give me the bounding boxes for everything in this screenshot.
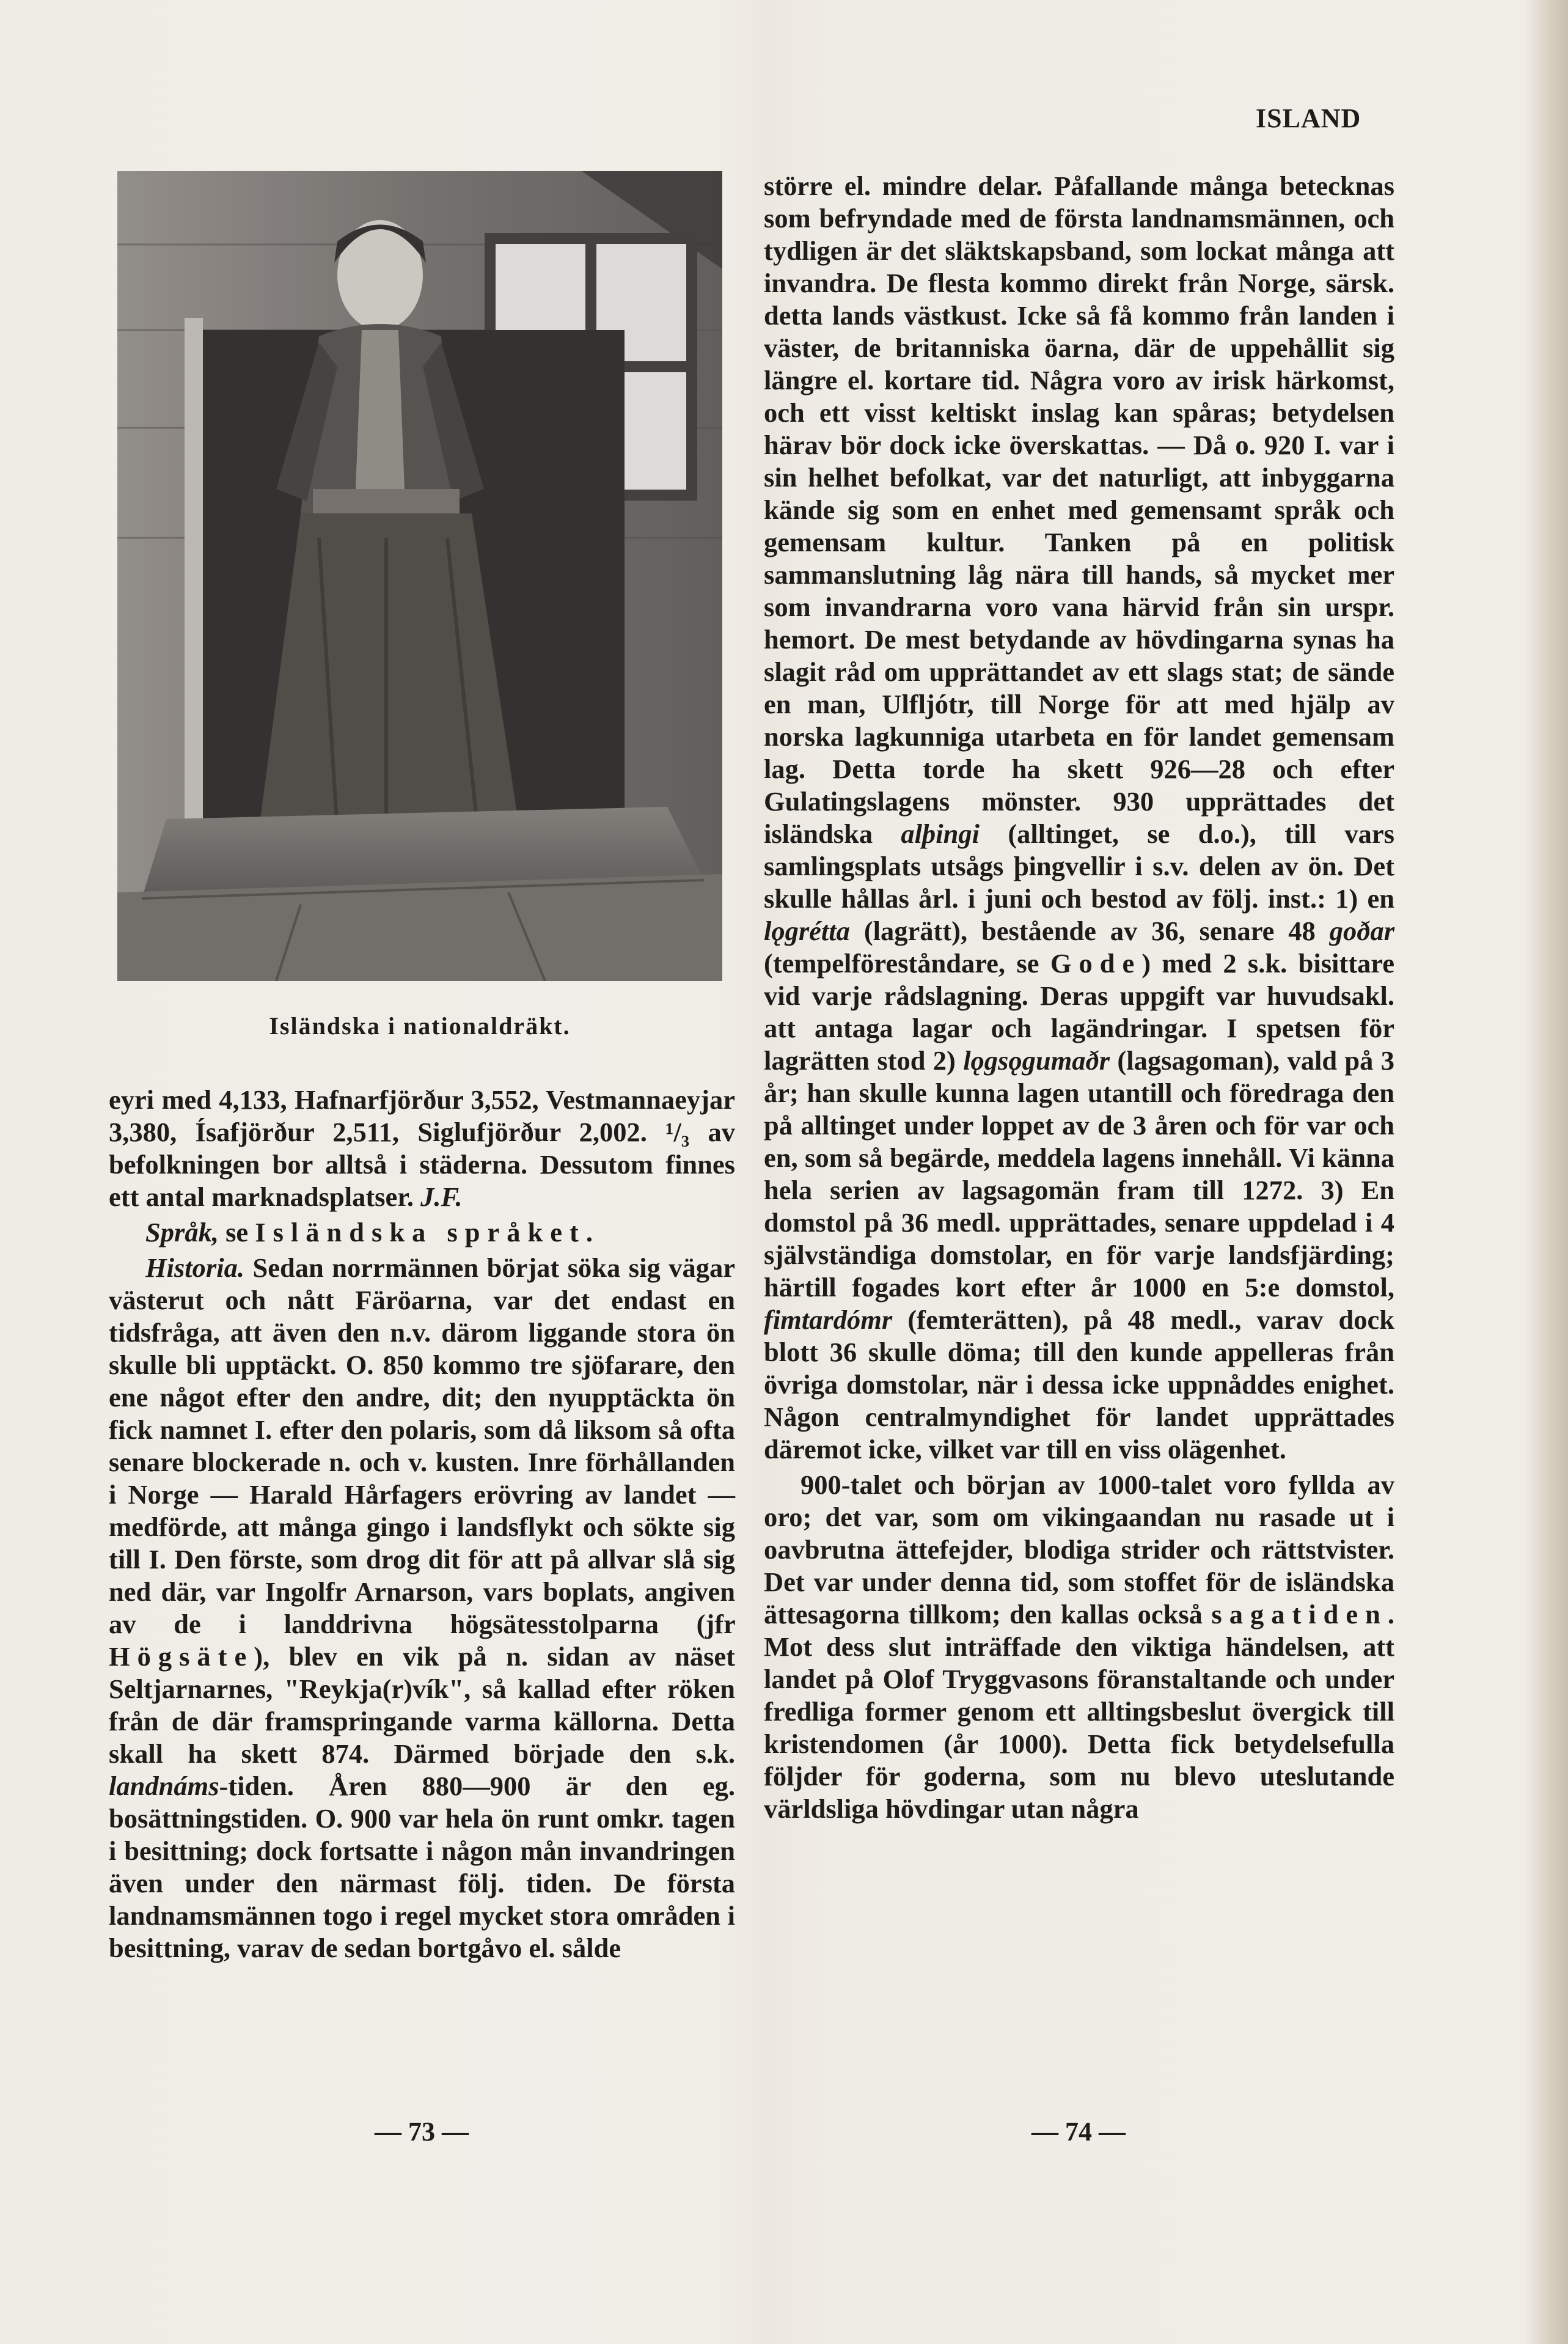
paragraph-population: eyri med 4,133, Hafnarfjörður 3,552, Vestmannaeyjar 3,380, Ísafjörður 2,511, Siglufjörður 2,002. ¹/₃ av befolkningen bor alltså i städerna. Dessutom finnes ett antal marknadsplatser. J.F. [109,1084,735,1212]
page-edge [1525,0,1568,2344]
right-column [764,170,1394,1825]
term: lǫgrétta [764,916,850,946]
term: lǫgsǫgumaðr [963,1045,1110,1076]
photo-caption: Isländska i nationaldräkt. [269,1012,571,1040]
paragraph-sprak: Språk, se Isländska språket. [145,1217,600,1247]
term: goðar [1329,916,1395,946]
photo-illustration [117,171,722,981]
cross-reference: Isländska språket. [255,1217,600,1247]
section-head-historia: Historia. [145,1252,244,1283]
term: fimtardómr [764,1304,893,1335]
left-column [109,1084,735,1964]
cross-reference: Gode [1050,948,1142,979]
running-head: ISLAND [1256,103,1361,133]
cross-reference: Högsäte [109,1641,254,1672]
paragraph-saga-age: 900-talet och början av 1000-talet voro fyllda av oro; det var, som om vikingaandan nu rasade ut i oavbrutna ättefejder, blodiga strider och rättstvister. Det var under denna tid, som stoffet för de isländska ättesagorna tillkom; den kallas också sagatiden. Mot dess slut inträffade den viktiga händelsen, att landet på Olof Tryggvasons föranstaltande och under fredliga former genom ett alltingsbeslut övergick till kristendomen (år 1000). Detta fick betydelsefulla följder för goderna, som nu blevo uteslutande världsliga hövdingar utan några [764,1469,1394,1824]
portrait-photo [117,171,722,981]
term: alþingi [901,818,980,849]
paragraph-constitution: större el. mindre delar. Påfallande många betecknas som befryndade med de första landnamsmännen, och tydligen är det släktskapsband, som lockat många att invandra. De flesta kommo direkt från Norge, särsk. detta lands västkust. Icke så få kommo från landen i väster, de britanniska öarna, där de uppehållit sig längre el. kortare tid. Några voro av irisk härkomst, och ett visst keltiskt inslag kan spåras; betydelsen härav bör dock icke överskattas. — Då o. 920 I. var i sin helhet befolkat, var det naturligt, att inbyggarna kände sig som en enhet med gemensamt språk och gemensam kultur. Tanken på en politisk sammanslutning låg nära till hands, så mycket mer som invandrarna voro vana härvid från sin urspr. hemort. De mest betydande av hövdingarna synas ha slagit råd om upprättandet av ett slags stat; de sände en man, Ulfljótr, till Norge för att med hjälp av norska lagkunniga utarbeta en för landet gemensam lag. Detta torde ha skett 926—28 och efter Gulatingslagens mönster. 930 upprättades det isländska alþingi (alltinget, se d.o.), till vars samlingsplats utsågs þingvellir i s.v. delen av ön. Det skulle hållas årl. i juni och bestod av följ. inst.: 1) en lǫgrétta (lagrätt), bestående av 36, senare 48 goðar (tempelföreståndare, se Gode) med 2 s.k. bisittare vid varje rådslagning. Deras uppgift var huvudsakl. att antaga lagar och lagändringar. I spetsen för lagrätten stod 2) lǫgsǫgumaðr (lagsagoman), vald på 3 år; han skulle kunna lagen utantill och föredraga den på alltinget under loppet av de 3 åren och för var och en, som så begärde, meddela lagens innehåll. Vi känna hela serien av lagsagomän fram till 1272. 3) En domstol på 36 medl. upprättades, senare uppdelad i 4 självständiga domstolar, en för varje landsfjärding; härtill fogades kort efter år 1000 en 5:e domstol, fimtardómr (femterätten), på 48 medl., varav dock blott 36 skulle döma; till den kunde appelleras från övriga domstolar, när i dessa icke uppnåddes enighet. Någon centralmyndighet för landet upprättades däremot icke, vilket var till en viss olägenhet. [764,171,1395,1464]
term: landnáms [109,1771,219,1801]
page-number-right: — 74 — [1031,2117,1126,2147]
section-head-sprak: Språk, [145,1217,219,1247]
paragraph-historia: Historia. Sedan norrmännen börjat söka sig vägar västerut och nått Färöarna, var det endast en tidsfråga, att även den n.v. därom liggande stora ön skulle bli upptäckt. O. 850 kommo tre sjöfarare, den ene något efter den andre, dit; den nyupptäckta ön fick namnet I. efter den polaris, som då liksom så ofta senare blockerade n. och v. kusten. Inre förhållanden i Norge — Harald Hårfagers erövring av landet — medförde, att många gingo i landsflykt och sökte sig till I. Den förste, som drog dit för att på allvar slå sig ned där, var Ingolfr Arnarson, vars boplats, angiven av de i landdrivna högsätesstolparna (jfr Högsäte), blev en vik på n. sidan av näset Seltjarnarnes, "Reykja(r)vík", så kallad efter röken från de där framspringande varma källorna. Detta skall ha skett 874. Därmed började den s.k. landnáms-tiden. Åren 880—900 är den eg. bosättningstiden. O. 900 var hela ön runt omkr. tagen i besittning; dock fortsatte i någon mån invandringen även under den närmast följ. tiden. De första landnamsmännen togo i regel mycket stora områden i besittning, varav de sedan bortgåvo el. sålde [109,1252,736,1963]
spaced-term: sagatiden [1211,1599,1388,1629]
page-number-left: — 73 — [375,2117,469,2147]
author-signature: J.F. [420,1181,463,1212]
